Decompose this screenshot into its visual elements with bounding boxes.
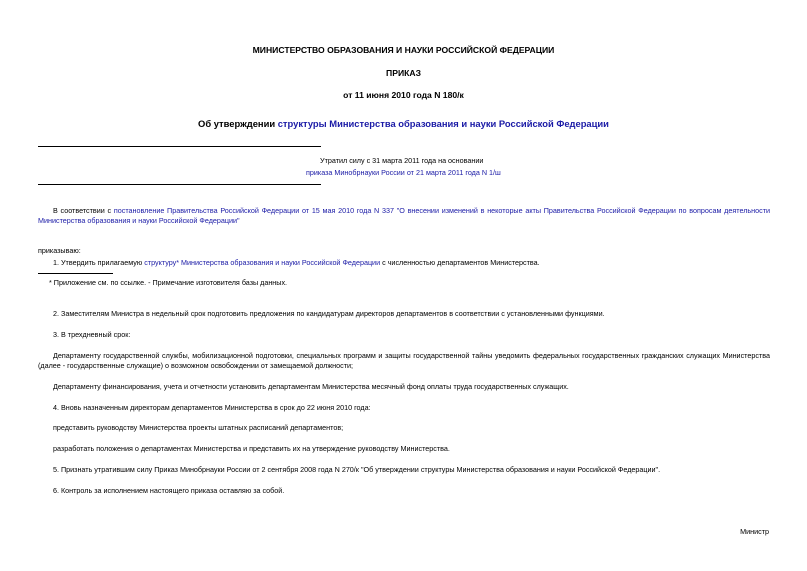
government-decree-link[interactable]: постановление Правительства Российской Федерации от 15 мая 2010 года N 337 "О внесении изменений в некоторые акты Правительства Российской Федерации по вопросам деятельности Министерства образования и науки Российской Федерации" — [38, 206, 771, 225]
doc-subject-prefix: Об утверждении — [198, 118, 278, 129]
footnote-rule — [38, 273, 113, 274]
item-3: 3. В трехдневный срок: — [53, 330, 131, 339]
notice-top-rule — [38, 146, 321, 147]
footnote: * Приложение см. по ссылке. - Примечание изготовителя базы данных. — [49, 278, 288, 287]
item-1 — [38, 258, 770, 268]
item-2: 2. Заместителям Министра в недельный срок подготовить предложения по кандидатурам директоров департаментов в соответствии с установленными функциями. — [53, 309, 605, 318]
item-3a: Департаменту государственной службы, мобилизационной подготовки, специальных программ и защиты государственной тайны уведомить федеральных государственных гражданских служащих Министерства (далее - государственные служащие) о возможном освобождении от замещаемой должности; — [38, 351, 770, 370]
order-word: приказываю: — [38, 246, 81, 255]
preamble — [38, 206, 770, 226]
notice-bottom-rule — [38, 184, 321, 185]
signature: Министр — [740, 527, 769, 536]
structure-link[interactable]: структуры Министерства образования и науки Российской Федерации — [277, 118, 609, 129]
item-4a: представить руководству Министерства проекты штатных расписаний департаментов; — [53, 423, 344, 432]
item-5: 5. Признать утратившим силу Приказ Минобрнауки России от 2 сентября 2008 года N 270/к "Об утверждении структуры Министерства образования и науки Российской Федерации". — [53, 465, 661, 474]
ministry-title: МИНИСТЕРСТВО ОБРАЗОВАНИЯ И НАУКИ РОССИЙСКОЙ ФЕДЕРАЦИИ — [252, 45, 555, 55]
item-6: 6. Контроль за исполнением настоящего приказа оставляю за собой. — [53, 486, 285, 495]
item-4: 4. Вновь назначенным директорам департаментов Министерства в срок до 22 июня 2010 года: — [53, 403, 371, 412]
item-4b: разработать положения о департаментах Министерства и представить их на утверждение руководству Министерства. — [53, 444, 450, 453]
doc-subject — [0, 119, 807, 129]
item-3b: Департаменту финансирования, учета и отчетности установить департаментам Министерства месячный фонд оплаты труда государственных служащих. — [53, 382, 569, 391]
preamble-prefix: В соответствии с — [53, 206, 114, 215]
structure-appendix-link[interactable]: структуру* Министерства образования и науки Российской Федерации — [144, 258, 381, 267]
item-1-suffix: с численностью департаментов Министерства. — [380, 258, 540, 267]
doc-date-number: от 11 июня 2010 года N 180/к — [343, 90, 464, 100]
doc-type: ПРИКАЗ — [386, 68, 421, 78]
notice-text: Утратил силу с 31 марта 2011 года на основании — [320, 156, 484, 165]
repeal-order-link[interactable]: приказа Минобрнауки России от 21 марта 2011 года N 1/ш — [306, 168, 501, 177]
item-1-prefix: 1. Утвердить прилагаемую — [53, 258, 145, 267]
